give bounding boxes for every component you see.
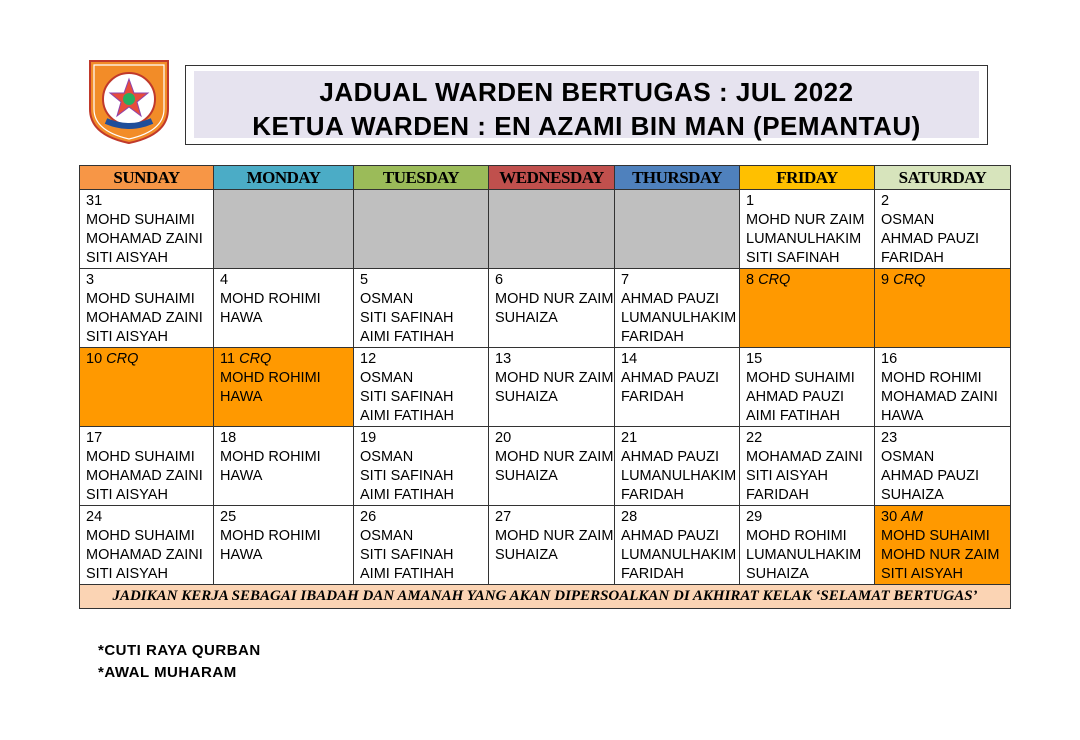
- warden-schedule-table: [79, 165, 1011, 609]
- warden-name: LUMANULHAKIM: [621, 310, 737, 326]
- warden-name: MOHD SUHAIMI: [86, 528, 195, 544]
- day-cell: [354, 427, 489, 506]
- warden-name: OSMAN: [360, 449, 414, 465]
- day-cell: [740, 190, 875, 269]
- warden-name: MOHD ROHIMI: [220, 370, 321, 386]
- day-number-value: 12: [360, 351, 377, 367]
- day-number: [360, 271, 488, 290]
- warden-name: LUMANULHAKIM: [621, 547, 737, 563]
- warden-name: AIMI FATIHAH: [360, 329, 454, 345]
- day-cell: [615, 348, 740, 427]
- day-cell: [80, 348, 214, 427]
- weekday-header-wednesday: WEDNESDAY: [489, 166, 615, 190]
- warden-name: SITI AISYAH: [746, 468, 828, 484]
- warden-name: MOHD SUHAIMI: [746, 370, 855, 386]
- warden-name: FARIDAH: [621, 487, 684, 503]
- day-cell: [354, 348, 489, 427]
- day-number-value: 22: [746, 430, 763, 446]
- warden-name: LUMANULHAKIM: [746, 231, 862, 247]
- weekday-header-monday: MONDAY: [214, 166, 354, 190]
- day-number: [881, 508, 1010, 527]
- warden-name: SITI AISYAH: [86, 566, 168, 582]
- day-number-value: 21: [621, 430, 638, 446]
- day-number: [881, 192, 1010, 211]
- week-row: [80, 506, 1011, 585]
- warden-name: SITI AISYAH: [881, 566, 963, 582]
- holiday-tag: CRQ: [758, 272, 791, 288]
- warden-name: AIMI FATIHAH: [746, 408, 840, 424]
- day-number: [86, 192, 213, 211]
- warden-name: SUHAIZA: [881, 487, 944, 503]
- day-cell: [875, 348, 1011, 427]
- warden-name: OSMAN: [360, 528, 414, 544]
- day-number-value: 28: [621, 509, 638, 525]
- warden-name: MOHD NUR ZAIM: [495, 449, 614, 465]
- warden-name: MOHD ROHIMI: [881, 370, 982, 386]
- warden-name: MOHD ROHIMI: [220, 528, 321, 544]
- warden-name: MOHAMAD ZAINI: [86, 231, 203, 247]
- day-number-value: 7: [621, 272, 630, 288]
- day-cell: [740, 348, 875, 427]
- holiday-tag: CRQ: [893, 272, 926, 288]
- warden-name: SUHAIZA: [495, 389, 558, 405]
- warden-name: AHMAD PAUZI: [881, 231, 980, 247]
- day-number-value: 15: [746, 351, 763, 367]
- day-number: [881, 429, 1010, 448]
- day-number: [86, 429, 213, 448]
- day-number: [621, 271, 739, 290]
- day-cell: [489, 427, 615, 506]
- day-number: [881, 350, 1010, 369]
- warden-name: AIMI FATIHAH: [360, 487, 454, 503]
- warden-name: OSMAN: [881, 212, 935, 228]
- weekday-header-friday: FRIDAY: [740, 166, 875, 190]
- day-number: [881, 271, 1010, 290]
- warden-name: MOHAMAD ZAINI: [86, 468, 203, 484]
- day-number: [495, 508, 614, 527]
- warden-name: SITI SAFINAH: [360, 468, 454, 484]
- day-number: [621, 429, 739, 448]
- warden-name: SITI SAFINAH: [360, 547, 454, 563]
- day-cell: [214, 348, 354, 427]
- warden-name: SUHAIZA: [495, 310, 558, 326]
- day-number: [360, 429, 488, 448]
- day-cell: [80, 506, 214, 585]
- day-number-value: 18: [220, 430, 237, 446]
- warden-name: SITI AISYAH: [86, 250, 168, 266]
- page-subtitle: KETUA WARDEN : EN AZAMI BIN MAN (PEMANTAU): [252, 111, 921, 141]
- holiday-tag: AM: [901, 509, 923, 525]
- day-cell: [489, 269, 615, 348]
- warden-name: HAWA: [220, 389, 263, 405]
- holiday-tag: CRQ: [106, 351, 139, 367]
- day-number: [746, 271, 874, 290]
- day-number-value: 30: [881, 509, 898, 525]
- notes: [98, 640, 261, 684]
- holiday-tag: CRQ: [239, 351, 272, 367]
- warden-name: SITI SAFINAH: [746, 250, 840, 266]
- warden-name: SITI AISYAH: [86, 487, 168, 503]
- day-number: [220, 271, 353, 290]
- day-number: [746, 429, 874, 448]
- day-number: [621, 350, 739, 369]
- warden-name: MOHD NUR ZAIM: [881, 547, 1000, 563]
- day-cell: [489, 506, 615, 585]
- day-cell: [489, 348, 615, 427]
- warden-name: MOHD ROHIMI: [220, 449, 321, 465]
- warden-name: OSMAN: [360, 370, 414, 386]
- day-cell: [875, 427, 1011, 506]
- warden-name: MOHAMAD ZAINI: [86, 310, 203, 326]
- school-crest-icon: [84, 55, 174, 145]
- warden-name: OSMAN: [360, 291, 414, 307]
- day-cell: [875, 506, 1011, 585]
- warden-name: AHMAD PAUZI: [621, 291, 720, 307]
- week-row: [80, 427, 1011, 506]
- weekday-header-row: [80, 166, 1011, 190]
- warden-name: HAWA: [220, 468, 263, 484]
- warden-name: AIMI FATIHAH: [360, 408, 454, 424]
- warden-name: FARIDAH: [621, 566, 684, 582]
- day-number: [360, 508, 488, 527]
- weekday-header-sunday: SUNDAY: [80, 166, 214, 190]
- warden-name: FARIDAH: [881, 250, 944, 266]
- note-item: *AWAL MUHARAM: [98, 664, 237, 681]
- warden-name: SUHAIZA: [495, 468, 558, 484]
- warden-name: SITI AISYAH: [86, 329, 168, 345]
- warden-name: FARIDAH: [621, 389, 684, 405]
- warden-name: AHMAD PAUZI: [621, 528, 720, 544]
- warden-name: MOHD NUR ZAIM: [495, 291, 614, 307]
- day-number-value: 25: [220, 509, 237, 525]
- warden-name: MOHD NUR ZAIM: [746, 212, 865, 228]
- warden-name: SUHAIZA: [746, 566, 809, 582]
- day-number: [495, 350, 614, 369]
- warden-name: HAWA: [220, 547, 263, 563]
- day-number-value: 31: [86, 193, 103, 209]
- day-number: [86, 271, 213, 290]
- day-number-value: 26: [360, 509, 377, 525]
- warden-name: HAWA: [220, 310, 263, 326]
- note-item: *CUTI RAYA QURBAN: [98, 642, 261, 659]
- warden-name: FARIDAH: [621, 329, 684, 345]
- day-number: [86, 350, 213, 369]
- day-number-value: 2: [881, 193, 890, 209]
- warden-name: MOHD SUHAIMI: [881, 528, 990, 544]
- warden-name: SITI SAFINAH: [360, 389, 454, 405]
- day-number-value: 5: [360, 272, 369, 288]
- day-cell: [214, 506, 354, 585]
- day-number-value: 16: [881, 351, 898, 367]
- warden-name: AIMI FATIHAH: [360, 566, 454, 582]
- day-cell: [615, 506, 740, 585]
- warden-name: MOHD ROHIMI: [746, 528, 847, 544]
- week-row: [80, 190, 1011, 269]
- day-number: [746, 350, 874, 369]
- day-number-value: 8: [746, 272, 755, 288]
- title-background: [194, 71, 979, 141]
- warden-name: MOHAMAD ZAINI: [86, 547, 203, 563]
- warden-name: SUHAIZA: [495, 547, 558, 563]
- warden-name: MOHD ROHIMI: [220, 291, 321, 307]
- day-number-value: 29: [746, 509, 763, 525]
- day-cell: [354, 269, 489, 348]
- day-cell: [80, 269, 214, 348]
- title-box: [185, 65, 988, 145]
- weekday-header-thursday: THURSDAY: [615, 166, 740, 190]
- day-number: [220, 508, 353, 527]
- warden-name: MOHD SUHAIMI: [86, 449, 195, 465]
- day-cell: [354, 506, 489, 585]
- day-number-value: 19: [360, 430, 377, 446]
- day-number-value: 20: [495, 430, 512, 446]
- day-number-value: 11: [220, 351, 236, 367]
- day-cell: [615, 269, 740, 348]
- week-row: [80, 348, 1011, 427]
- warden-name: MOHD NUR ZAIM: [495, 528, 614, 544]
- day-number: [495, 271, 614, 290]
- day-cell: [80, 190, 214, 269]
- day-number-value: 14: [621, 351, 638, 367]
- day-cell: [875, 190, 1011, 269]
- day-number-value: 10: [86, 351, 103, 367]
- day-number: [746, 508, 874, 527]
- warden-name: FARIDAH: [746, 487, 809, 503]
- day-number: [621, 508, 739, 527]
- day-cell: [80, 427, 214, 506]
- footer-motto: JADIKAN KERJA SEBAGAI IBADAH DAN AMANAH YANG AKAN DIPERSOALKAN DI AKHIRAT KELAK ‘SELAMAT BERTUGAS’: [80, 585, 1011, 609]
- day-number-value: 1: [746, 193, 755, 209]
- day-number: [495, 429, 614, 448]
- day-number: [220, 429, 353, 448]
- day-number: [220, 350, 353, 369]
- day-number-value: 9: [881, 272, 890, 288]
- weekday-header-tuesday: TUESDAY: [354, 166, 489, 190]
- warden-name: LUMANULHAKIM: [746, 547, 862, 563]
- warden-name: MOHD SUHAIMI: [86, 212, 195, 228]
- warden-name: AHMAD PAUZI: [621, 370, 720, 386]
- empty-day-cell: [214, 190, 354, 269]
- day-number: [746, 192, 874, 211]
- weekday-header-saturday: SATURDAY: [875, 166, 1011, 190]
- day-number-value: 13: [495, 351, 512, 367]
- day-number: [360, 350, 488, 369]
- day-number-value: 23: [881, 430, 898, 446]
- warden-name: AHMAD PAUZI: [881, 468, 980, 484]
- warden-name: HAWA: [881, 408, 924, 424]
- page-title: JADUAL WARDEN BERTUGAS : JUL 2022: [319, 77, 854, 107]
- day-cell: [615, 427, 740, 506]
- day-number-value: 24: [86, 509, 103, 525]
- empty-day-cell: [354, 190, 489, 269]
- school-logo: [84, 55, 174, 145]
- warden-name: SITI SAFINAH: [360, 310, 454, 326]
- week-row: [80, 269, 1011, 348]
- day-number-value: 3: [86, 272, 95, 288]
- empty-day-cell: [489, 190, 615, 269]
- day-number-value: 6: [495, 272, 504, 288]
- warden-name: MOHAMAD ZAINI: [746, 449, 863, 465]
- day-cell: [875, 269, 1011, 348]
- warden-name: OSMAN: [881, 449, 935, 465]
- warden-name: AHMAD PAUZI: [621, 449, 720, 465]
- day-number: [86, 508, 213, 527]
- warden-name: MOHAMAD ZAINI: [881, 389, 998, 405]
- day-number-value: 4: [220, 272, 229, 288]
- warden-name: MOHD SUHAIMI: [86, 291, 195, 307]
- warden-name: LUMANULHAKIM: [621, 468, 737, 484]
- warden-name: MOHD NUR ZAIM: [495, 370, 614, 386]
- day-cell: [740, 427, 875, 506]
- day-cell: [740, 269, 875, 348]
- day-cell: [214, 427, 354, 506]
- empty-day-cell: [615, 190, 740, 269]
- day-number-value: 27: [495, 509, 512, 525]
- warden-name: AHMAD PAUZI: [746, 389, 845, 405]
- day-number-value: 17: [86, 430, 103, 446]
- day-cell: [740, 506, 875, 585]
- day-cell: [214, 269, 354, 348]
